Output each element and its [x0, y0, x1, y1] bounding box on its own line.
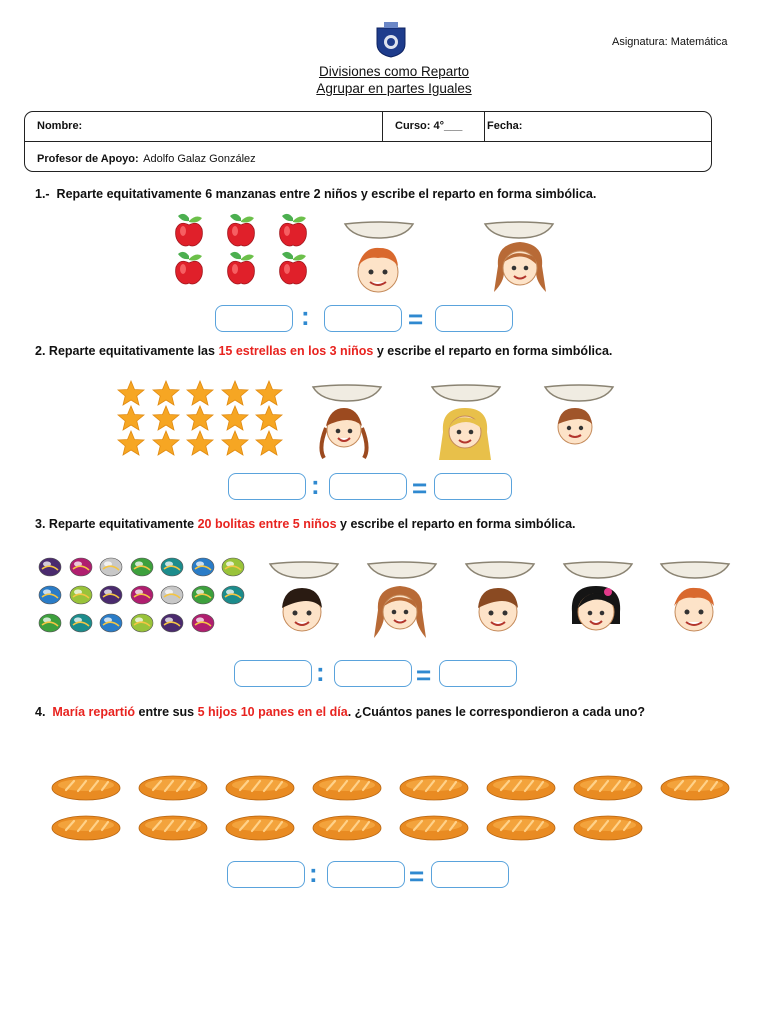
equals-symbol: = [416, 660, 432, 690]
bread-icon [485, 812, 557, 842]
dividend-box-4[interactable] [227, 861, 305, 888]
page-subtitle: Agrupar en partes Iguales [316, 81, 472, 96]
bread-icon [224, 812, 296, 842]
marble-icon [130, 557, 154, 577]
teacher-row [37, 149, 256, 167]
apple-icon [276, 250, 310, 286]
question-2-number: 2. [35, 344, 46, 358]
equals-symbol: = [409, 861, 425, 891]
question-2-highlight: 15 estrellas en los 3 niños [218, 344, 374, 358]
question-2-text: Reparte equitativamente las [48, 344, 215, 358]
teacher-name: Adolfo Galaz González [143, 153, 256, 165]
bread-icon [485, 772, 557, 802]
bowl-icon [558, 560, 638, 580]
apple-icon [224, 250, 258, 286]
marbles-group [38, 557, 248, 637]
bread-icon [398, 772, 470, 802]
bread-icon [311, 812, 383, 842]
bread-icon [50, 772, 122, 802]
marble-icon [38, 557, 62, 577]
course-label: Curso: 4°___ [395, 120, 463, 132]
star-icon [221, 430, 249, 456]
bread-icon [50, 812, 122, 842]
divisor-box-4[interactable] [327, 861, 405, 888]
star-icon [186, 380, 214, 406]
star-icon [255, 380, 283, 406]
bread-icon [572, 812, 644, 842]
question-3-highlight: 20 bolitas entre 5 niños [197, 517, 337, 531]
subject-label: Asignatura: Matemática [612, 36, 728, 48]
marble-icon [38, 585, 62, 605]
name-label: Nombre: [37, 120, 83, 132]
question-2-text-end: y escribe el reparto en forma simbólica. [376, 344, 613, 358]
marble-icon [160, 585, 184, 605]
boy-brown-hair-face-icon [470, 582, 526, 642]
girl-braids-face-icon [316, 400, 372, 460]
divisor-box-1[interactable] [324, 305, 402, 332]
bread-icon [659, 772, 731, 802]
colon-symbol: : [311, 470, 320, 500]
marble-icon [99, 585, 123, 605]
question-4-text-end: . ¿Cuántos panes le correspondieron a cada uno? [347, 705, 645, 719]
bread-icon [398, 812, 470, 842]
star-icon [152, 380, 180, 406]
bread-icon [224, 772, 296, 802]
star-icon [221, 405, 249, 431]
star-icon [117, 405, 145, 431]
colon-symbol: : [309, 858, 318, 888]
bowl-icon [460, 560, 540, 580]
student-info-box [24, 111, 712, 172]
bread-icon [137, 812, 209, 842]
boy-face-icon [350, 240, 406, 300]
question-1-number: 1.- [35, 187, 50, 201]
breads-group [50, 772, 740, 848]
marble-icon [191, 613, 215, 633]
question-3 [35, 516, 750, 533]
question-3-number: 3. [35, 517, 46, 531]
question-4-text: entre sus [138, 705, 195, 719]
bread-icon [137, 772, 209, 802]
star-icon [117, 380, 145, 406]
apple-icon [172, 212, 206, 248]
girl-face-icon [492, 236, 548, 296]
bread-icon [572, 772, 644, 802]
marble-icon [69, 613, 93, 633]
question-4-highlight-2: 5 hijos 10 panes en el día [197, 705, 348, 719]
bowl-icon [543, 383, 615, 403]
question-3-text-end: y escribe el reparto en forma simbólica. [340, 517, 576, 531]
marble-icon [160, 613, 184, 633]
dividend-box-3[interactable] [234, 660, 312, 687]
boy-red-hair-face-icon [666, 580, 722, 640]
school-crest-logo [375, 22, 407, 58]
star-icon [152, 430, 180, 456]
bread-icon [311, 772, 383, 802]
boy-small-face-icon [552, 404, 598, 446]
question-4-highlight-1: María repartió [52, 705, 136, 719]
divisor-box-2[interactable] [329, 473, 407, 500]
marble-icon [130, 613, 154, 633]
star-icon [117, 430, 145, 456]
bowl-icon [264, 560, 344, 580]
equals-symbol: = [408, 304, 424, 334]
apple-icon [276, 212, 310, 248]
stars-group [117, 380, 287, 455]
quotient-box-3[interactable] [439, 660, 517, 687]
marble-icon [191, 557, 215, 577]
question-3-text: Reparte equitativamente [48, 517, 195, 531]
marble-icon [221, 557, 245, 577]
marble-icon [69, 585, 93, 605]
marble-icon [99, 613, 123, 633]
girl-black-hair-face-icon [568, 580, 624, 640]
apples-group [172, 212, 317, 288]
blonde-girl-face-icon [437, 402, 493, 462]
star-icon [152, 405, 180, 431]
boy-dark-hair-face-icon [274, 582, 330, 642]
marble-icon [69, 557, 93, 577]
divisor-box-3[interactable] [334, 660, 412, 687]
quotient-box-2[interactable] [434, 473, 512, 500]
equals-symbol: = [412, 473, 428, 503]
colon-symbol: : [316, 657, 325, 687]
date-label: Fecha: [487, 120, 523, 132]
marble-icon [38, 613, 62, 633]
star-icon [221, 380, 249, 406]
marble-icon [130, 585, 154, 605]
apple-icon [172, 250, 206, 286]
question-4-number: 4. [35, 705, 46, 719]
bowl-icon [655, 560, 735, 580]
bowl-icon [343, 220, 415, 240]
question-1-text: Reparte equitativamente 6 manzanas entre 2 niños y escribe el reparto en forma simbólica. [56, 187, 597, 201]
colon-symbol: : [301, 301, 310, 331]
teacher-label: Profesor de Apoyo: [37, 153, 139, 165]
question-4 [35, 704, 755, 721]
star-icon [255, 405, 283, 431]
page-title: Divisiones como Reparto [318, 64, 470, 79]
bowl-icon [362, 560, 442, 580]
quotient-box-1[interactable] [435, 305, 513, 332]
quotient-box-4[interactable] [431, 861, 509, 888]
marble-icon [99, 557, 123, 577]
question-2 [35, 343, 750, 360]
dividend-box-1[interactable] [215, 305, 293, 332]
girl-face-icon [372, 580, 428, 640]
star-icon [186, 405, 214, 431]
star-icon [186, 430, 214, 456]
star-icon [255, 430, 283, 456]
marble-icon [160, 557, 184, 577]
question-1 [35, 186, 750, 203]
marble-icon [191, 585, 215, 605]
marble-icon [221, 585, 245, 605]
bowl-icon [430, 383, 502, 403]
apple-icon [224, 212, 258, 248]
dividend-box-2[interactable] [228, 473, 306, 500]
